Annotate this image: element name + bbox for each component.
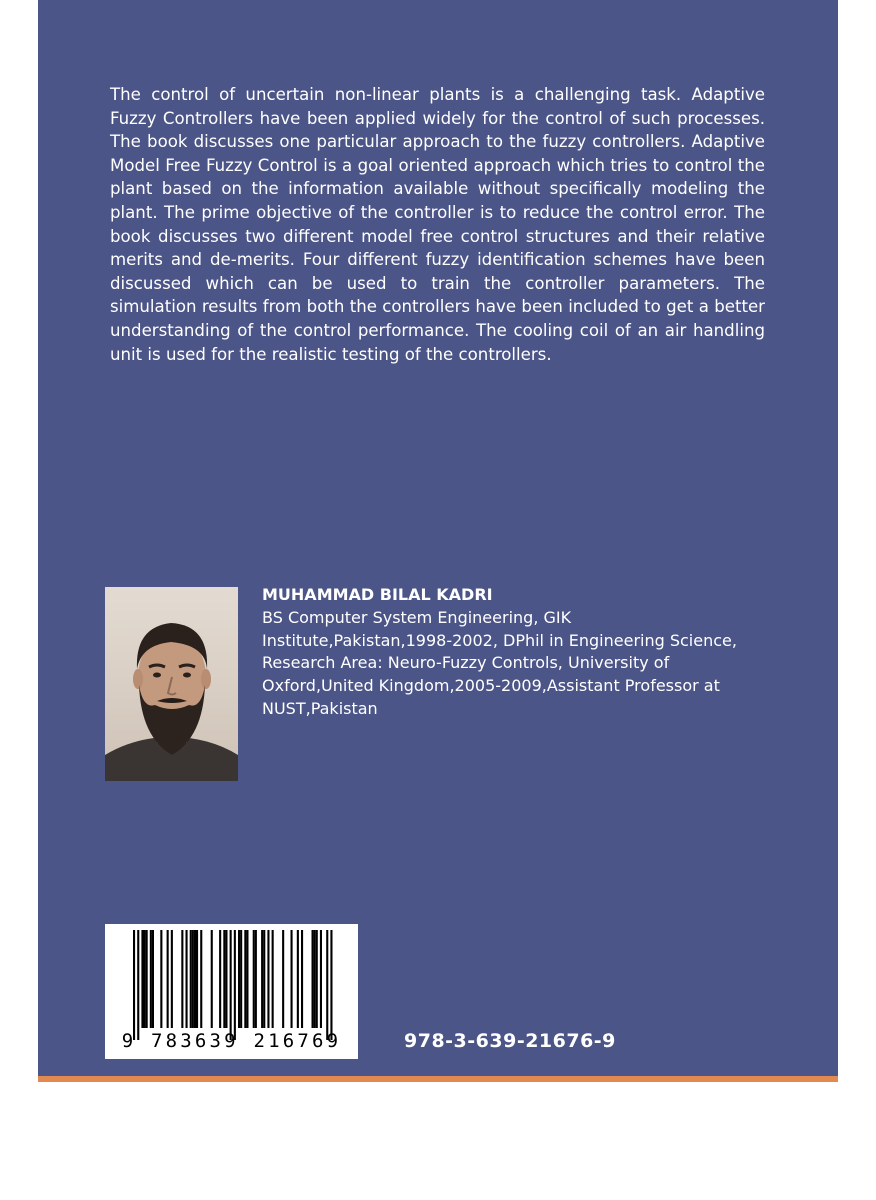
accent-strip: [38, 1076, 838, 1082]
barcode-bar: [192, 930, 194, 1028]
barcode-bar: [181, 930, 183, 1028]
author-bio: BS Computer System Engineering, GIK Institute,Pakistan,1998-2002, DPhil in Engineering Science, Research Area: Neuro-Fuzzy Controls, University of Oxford,United Kingdom,2005-2009,Assistant Professor at NUST,Pakistan: [262, 608, 737, 718]
barcode-bar: [194, 930, 196, 1028]
barcode-bar: [320, 930, 322, 1028]
barcode-bar: [238, 930, 240, 1028]
barcode-bar: [253, 930, 255, 1028]
barcode-bar: [196, 930, 198, 1028]
book-description: The control of uncertain non-linear plants is a challenging task. Adaptive Fuzzy Controllers have been applied widely for the control of such processes. The book discusses one particular approach to the fuzzy controllers. Adaptive Model Free Fuzzy Control is a goal oriented approach which tries to control the plant based on the information available without specifically modeling the plant. The prime objective of the controller is to reduce the control error. The book discusses two different model free control structures and their relative merits and de-merits. Four different fuzzy identification schemes have been discussed which can be used to train the controller parameters. The simulation results from both the controllers have been included to get a better understanding of the control performance. The cooling coil of an air handling unit is used for the realistic testing of the controllers.: [110, 85, 765, 364]
barcode: [105, 924, 358, 1059]
barcode-bar: [240, 930, 242, 1028]
barcode-bar: [144, 930, 146, 1028]
barcode-bar: [246, 930, 248, 1028]
author-name: MUHAMMAD BILAL KADRI: [262, 585, 493, 604]
barcode-bar: [230, 930, 232, 1040]
barcode-bar: [263, 930, 265, 1028]
author-photo: [105, 587, 238, 781]
barcode-bar: [297, 930, 299, 1028]
barcode-bar: [255, 930, 257, 1028]
barcode-bar: [152, 930, 154, 1028]
barcode-bar: [312, 930, 314, 1028]
barcode-bar: [225, 930, 227, 1028]
barcode-bar: [200, 930, 202, 1028]
barcode-bar: [171, 930, 173, 1028]
barcode-bar: [330, 930, 332, 1040]
barcode-bar: [291, 930, 293, 1028]
barcode-digits: 9 783639 216769: [121, 1030, 342, 1052]
barcode-bar: [326, 930, 328, 1040]
barcode-bar: [146, 930, 148, 1028]
barcode-bar: [282, 930, 284, 1028]
barcode-bar: [186, 930, 188, 1028]
barcode-bar: [314, 930, 316, 1028]
barcode-bar: [223, 930, 225, 1028]
barcode-bar: [244, 930, 246, 1028]
barcode-bar: [167, 930, 169, 1028]
barcode-bar: [316, 930, 318, 1028]
barcode-bar: [150, 930, 152, 1028]
barcode-bar: [261, 930, 263, 1028]
barcode-bar: [272, 930, 274, 1028]
isbn-number: 978-3-639-21676-9: [404, 1030, 616, 1052]
barcode-bar: [141, 930, 143, 1028]
barcode-bar: [301, 930, 303, 1028]
barcode-bar: [211, 930, 213, 1028]
barcode-bar: [160, 930, 162, 1028]
barcode-bar: [133, 930, 135, 1040]
barcode-bar: [137, 930, 139, 1040]
barcode-bar: [190, 930, 192, 1028]
barcode-bar: [234, 930, 236, 1040]
barcode-bar: [267, 930, 269, 1028]
barcode-bar: [219, 930, 221, 1028]
